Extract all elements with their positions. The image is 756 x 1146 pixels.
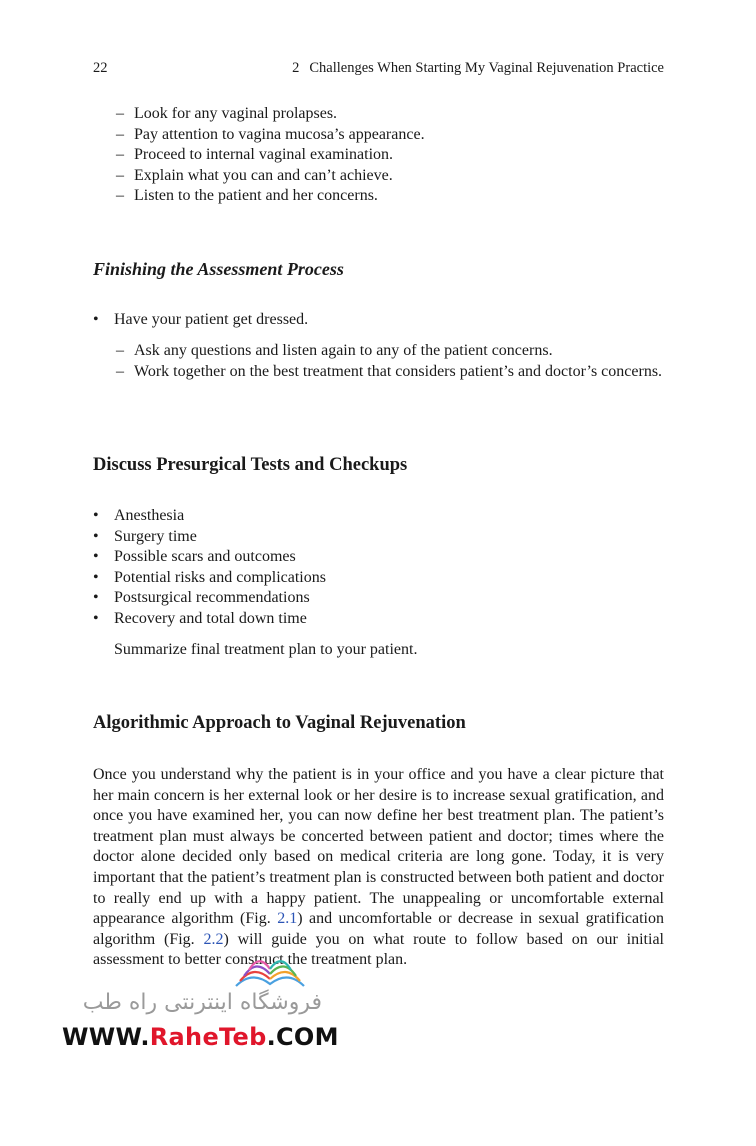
- list-item: • Recovery and total down time: [93, 609, 653, 630]
- list-item: – Work together on the best treatment that considers patient’s and doctor’s concerns.: [116, 362, 664, 383]
- list-item: – Ask any questions and listen again to any of the patient concerns.: [116, 341, 664, 362]
- list-item: – Explain what you can and can’t achieve.: [116, 166, 666, 187]
- book-logo-icon: [230, 948, 310, 990]
- summary-text: Summarize final treatment plan to your patient.: [114, 641, 418, 658]
- watermark-persian-text: فروشگاه اینترنتی راه طب: [82, 990, 322, 1015]
- list-item: • Surgery time: [93, 527, 653, 548]
- running-title: [292, 60, 664, 77]
- page-number: 22: [93, 60, 108, 76]
- list-item: – Listen to the patient and her concerns.: [116, 186, 666, 207]
- list-item: • Possible scars and outcomes: [93, 547, 653, 568]
- paragraph-text: ) will guide you on what route to follow based on our initial assessment to better construct the treatment plan.: [93, 930, 664, 969]
- chapter-number: 2: [292, 60, 300, 76]
- running-header: [93, 60, 664, 80]
- figure-link-2-2[interactable]: 2.2: [203, 930, 224, 948]
- figure-link-2-1[interactable]: 2.1: [277, 910, 298, 928]
- finishing-heading: Finishing the Assessment Process: [93, 259, 344, 279]
- exam-list: [116, 104, 666, 207]
- chapter-title: Challenges When Starting My Vaginal Rejuvenation Practice: [309, 60, 664, 76]
- watermark-url: WWW.RaheTeb.COM: [62, 1023, 339, 1051]
- list-item: • Potential risks and complications: [93, 568, 653, 589]
- paragraph-text: ) and uncomfortable or decrease in sexual gratification algorithm (Fig.: [93, 910, 664, 948]
- finishing-sub-list: [116, 341, 664, 382]
- list-item: – Proceed to internal vaginal examination.: [116, 145, 666, 166]
- algorithmic-paragraph: [93, 765, 664, 971]
- presurgical-heading: Discuss Presurgical Tests and Checkups: [93, 455, 408, 475]
- watermark: [62, 948, 339, 1053]
- list-item: • Have your patient get dressed.: [93, 310, 653, 331]
- list-item: • Postsurgical recommendations: [93, 588, 653, 609]
- list-item: – Look for any vaginal prolapses.: [116, 104, 666, 125]
- presurgical-list: [93, 506, 653, 630]
- paragraph-text: Once you understand why the patient is in your office and you have a clear picture that her main concern is her external look or her desire is to increase sexual gratification, and once you have examined her, you can now define her best treatment plan. The patient’s treatment plan must always be concerted between patient and doctor; times where the doctor alone decided only based on medical criteria are long gone. Today, it is very important that the patient’s treatment plan is constructed between both patient and doctor to really end up with a happy patient. The unappealing or uncomfortable external appearance algorithm (Fig.: [93, 766, 664, 928]
- algorithmic-heading: Algorithmic Approach to Vaginal Rejuvenation: [93, 713, 466, 733]
- finishing-bullet-list: [93, 310, 653, 331]
- list-item: – Pay attention to vagina mucosa’s appearance.: [116, 125, 666, 146]
- list-item: • Anesthesia: [93, 506, 653, 527]
